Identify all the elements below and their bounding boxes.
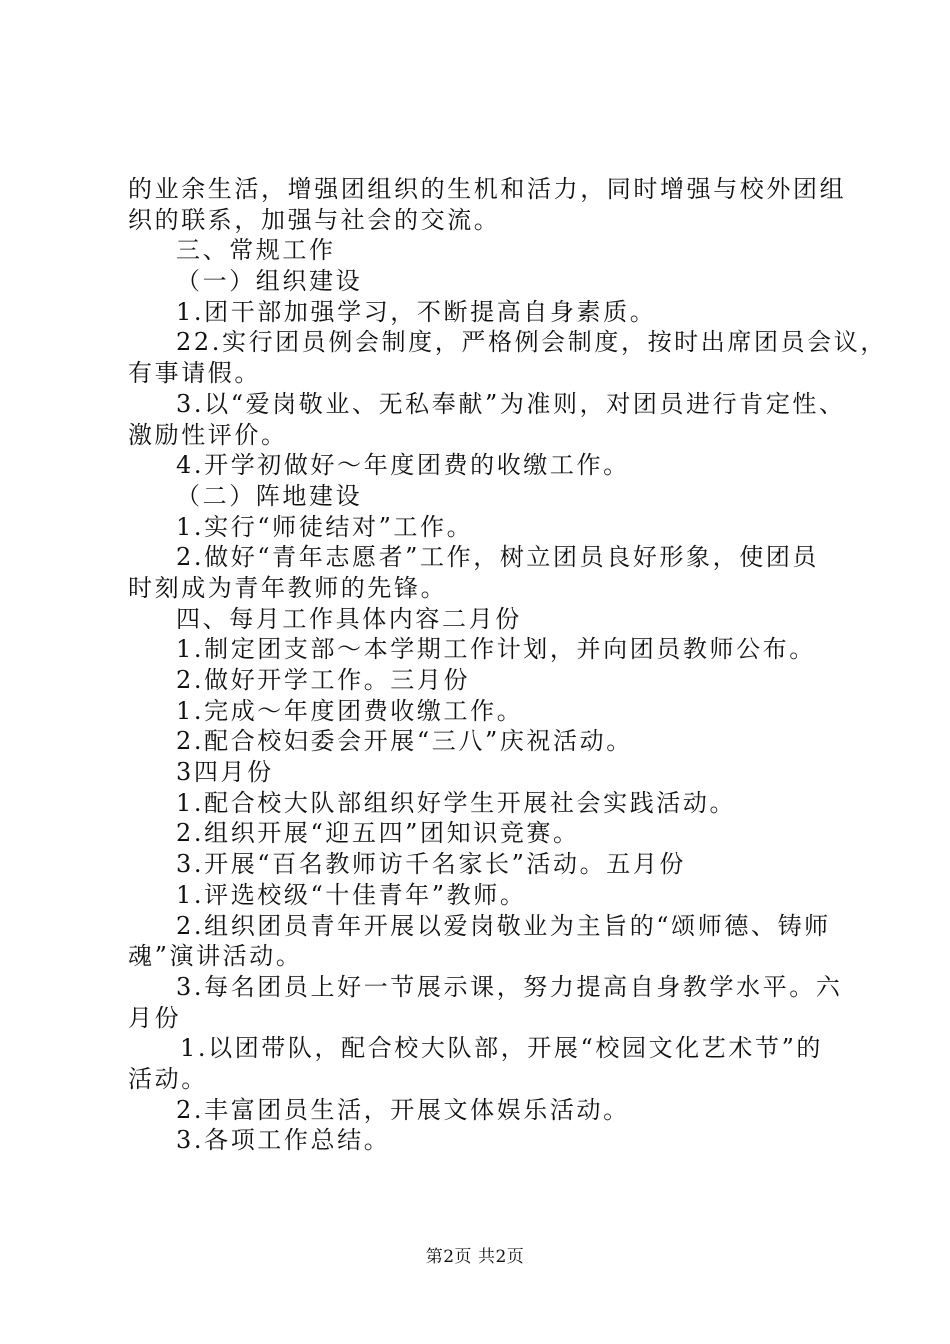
text-line: 月份	[128, 1003, 182, 1032]
list-item: 2.丰富团员生活，开展文体娱乐活动。	[176, 1095, 630, 1124]
text-line: 时刻成为青年教师的先锋。	[128, 573, 448, 602]
list-item: 1.完成～年度团费收缴工作。	[176, 696, 524, 725]
list-item: 1.以团带队，配合校大队部，开展“校园文化艺术节”的	[180, 1034, 824, 1063]
text-line: 活动。	[128, 1064, 208, 1093]
list-item: 2.做好“青年志愿者”工作，树立团员良好形象，使团员	[176, 543, 820, 572]
list-item: 3.每名团员上好一节展示课，努力提高自身教学水平。六	[176, 972, 843, 1001]
list-item: 2.配合校妇委会开展“三八”庆祝活动。	[176, 727, 633, 756]
list-item: 3.以“爱岗敬业、无私奉献”为准则，对团员进行肯定性、	[176, 389, 846, 418]
text-line: 魂”演讲活动。	[128, 942, 303, 971]
list-item: 1.团干部加强学习，不断提高自身素质。	[176, 297, 657, 326]
list-item: 1.配合校大队部组织好学生开展社会实践活动。	[176, 788, 737, 817]
section-heading: 四、每月工作具体内容二月份	[176, 604, 522, 633]
subsection-heading: （二）阵地建设	[176, 481, 363, 510]
list-item: 4.开学初做好～年度团费的收缴工作。	[176, 451, 630, 480]
text-line: 织的联系，加强与社会的交流。	[128, 205, 501, 234]
section-heading: 三、常规工作	[176, 236, 336, 265]
list-item: 3.开展“百名教师访千名家长”活动。五月份	[176, 850, 687, 879]
text-line: 的业余生活，增强团组织的生机和活力，同时增强与校外团组	[128, 175, 847, 203]
list-item: 2.组织团员青年开展以爱岗敬业为主旨的“颂师德、铸师	[176, 911, 831, 940]
list-item: 2.组织开展“迎五四”团知识竞赛。	[176, 819, 580, 848]
subsection-heading: （一）组织建设	[176, 267, 363, 296]
list-item: 1.评选校级“十佳青年”教师。	[176, 880, 527, 909]
list-item: 2.做好开学工作。三月份	[176, 666, 471, 694]
list-item: 1.制定团支部～本学期工作计划，并向团员教师公布。	[176, 635, 816, 664]
text-line: 激励性评价。	[128, 420, 288, 449]
text-line: 有事请假。	[128, 359, 261, 388]
list-item: 3.各项工作总结。	[176, 1126, 391, 1155]
page-footer: 第2页 共2页	[425, 1247, 525, 1267]
list-item: 22.实行团员例会制度，严格例会制度，按时出席团员会议，	[176, 328, 887, 357]
body-text	[128, 174, 887, 1156]
list-item: 1.实行“师徒结对”工作。	[176, 512, 474, 541]
month-heading: 3四月份	[176, 758, 274, 787]
